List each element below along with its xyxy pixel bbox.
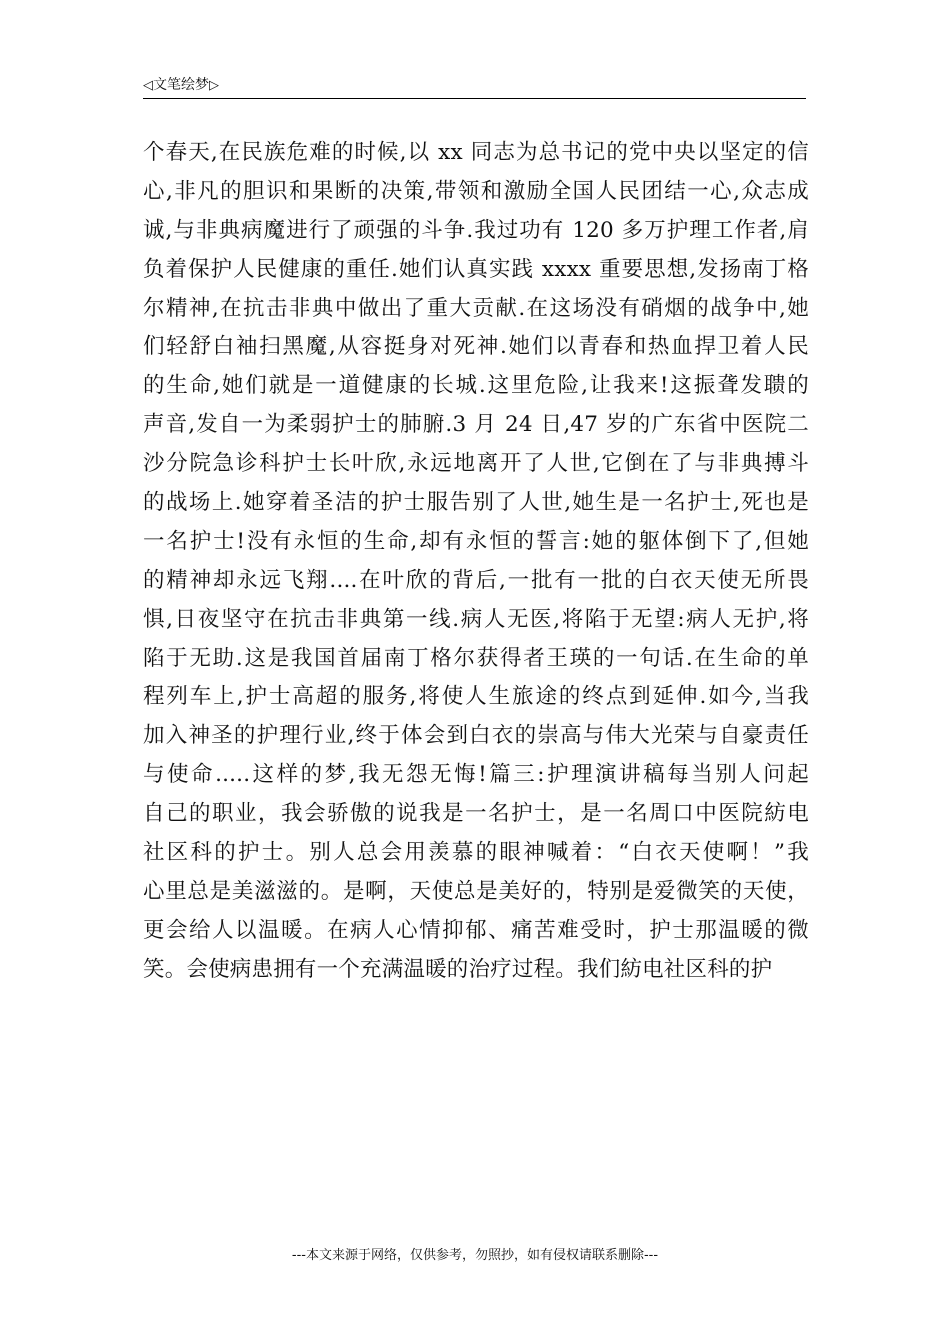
text-line: 陷于无助.这是我国首届南丁格尔获得者王瑛的一句话.在生命的单 — [143, 645, 809, 671]
text-line: 笑。会使病患拥有一个充满温暖的治疗过程。我们紡电社区科的护 — [143, 956, 773, 982]
text-line: 尔精神,在抗击非典中做出了重大贡献.在这场没有硝烟的战争中,她 — [143, 295, 809, 321]
text-line: 自己的职业，我会骄傲的说我是一名护士，是一名周口中医院紡电 — [143, 801, 809, 827]
header-title: 文笔绘梦 — [153, 77, 209, 93]
text-line: 们轻舒白袖扫黑魔,从容挺身对死神.她们以青春和热血捍卫着人民 — [143, 334, 809, 360]
body-text — [143, 134, 809, 990]
footer-disclaimer: ---本文来源于网络，仅供参考，勿照抄，如有侵权请联系删除--- — [291, 1248, 659, 1263]
text-line: 声音,发自一为柔弱护士的肺腑.3 月 24 日,47 岁的广东省中医院二 — [143, 412, 809, 438]
text-line: 的战场上.她穿着圣洁的护士服告别了人世,她生是一名护士,死也是 — [143, 490, 809, 516]
text-line: 一名护士!没有永恒的生命,却有永恒的誓言:她的躯体倒下了,但她 — [143, 528, 809, 554]
text-line: 诚,与非典病魔进行了顽强的斗争.我过功有 120 多万护理工作者,肩 — [143, 217, 809, 243]
text-line: 程列车上,护士高超的服务,将使人生旅途的终点到延伸.如今,当我 — [143, 684, 809, 710]
page-header — [143, 74, 219, 96]
left-triangle-icon: ◁ — [143, 78, 153, 93]
text-line: 的精神却永远飞翔....在叶欣的背后,一批有一批的白衣天使无所畏 — [143, 567, 809, 593]
text-line: 个春天,在民族危难的时候,以 xx 同志为总书记的党中央以坚定的信 — [143, 140, 809, 165]
text-line: 负着保护人民健康的重任.她们认真实践 xxxx 重要思想,发扬南丁格 — [143, 256, 809, 282]
text-line: 心,非凡的胆识和果断的决策,带领和激励全国人民团结一心,众志成 — [143, 178, 809, 204]
text-line: 沙分院急诊科护士长叶欣,永远地离开了人世,它倒在了与非典搏斗 — [143, 451, 809, 477]
text-line: 社区科的护士。别人总会用羡慕的眼神喊着：“白衣天使啊！”我 — [143, 840, 809, 866]
right-triangle-icon: ▷ — [209, 78, 219, 93]
text-line: 与使命.....这样的梦,我无怨无悔!篇三:护理演讲稿每当别人问起 — [143, 762, 809, 788]
text-line: 惧,日夜坚守在抗击非典第一线.病人无医,将陷于无望:病人无护,将 — [143, 606, 809, 632]
text-line: 加入神圣的护理行业,终于体会到白衣的崇高与伟大光荣与自豪责任 — [143, 723, 809, 749]
text-line: 更会给人以温暖。在病人心情抑郁、痛苦难受时，护士那温暖的微 — [143, 917, 809, 943]
header-divider — [143, 98, 806, 99]
text-line: 的生命,她们就是一道健康的长城.这里危险,让我来!这振聋发聩的 — [143, 373, 809, 399]
text-line: 心里总是美滋滋的。是啊，天使总是美好的，特别是爱微笑的天使， — [143, 878, 809, 904]
